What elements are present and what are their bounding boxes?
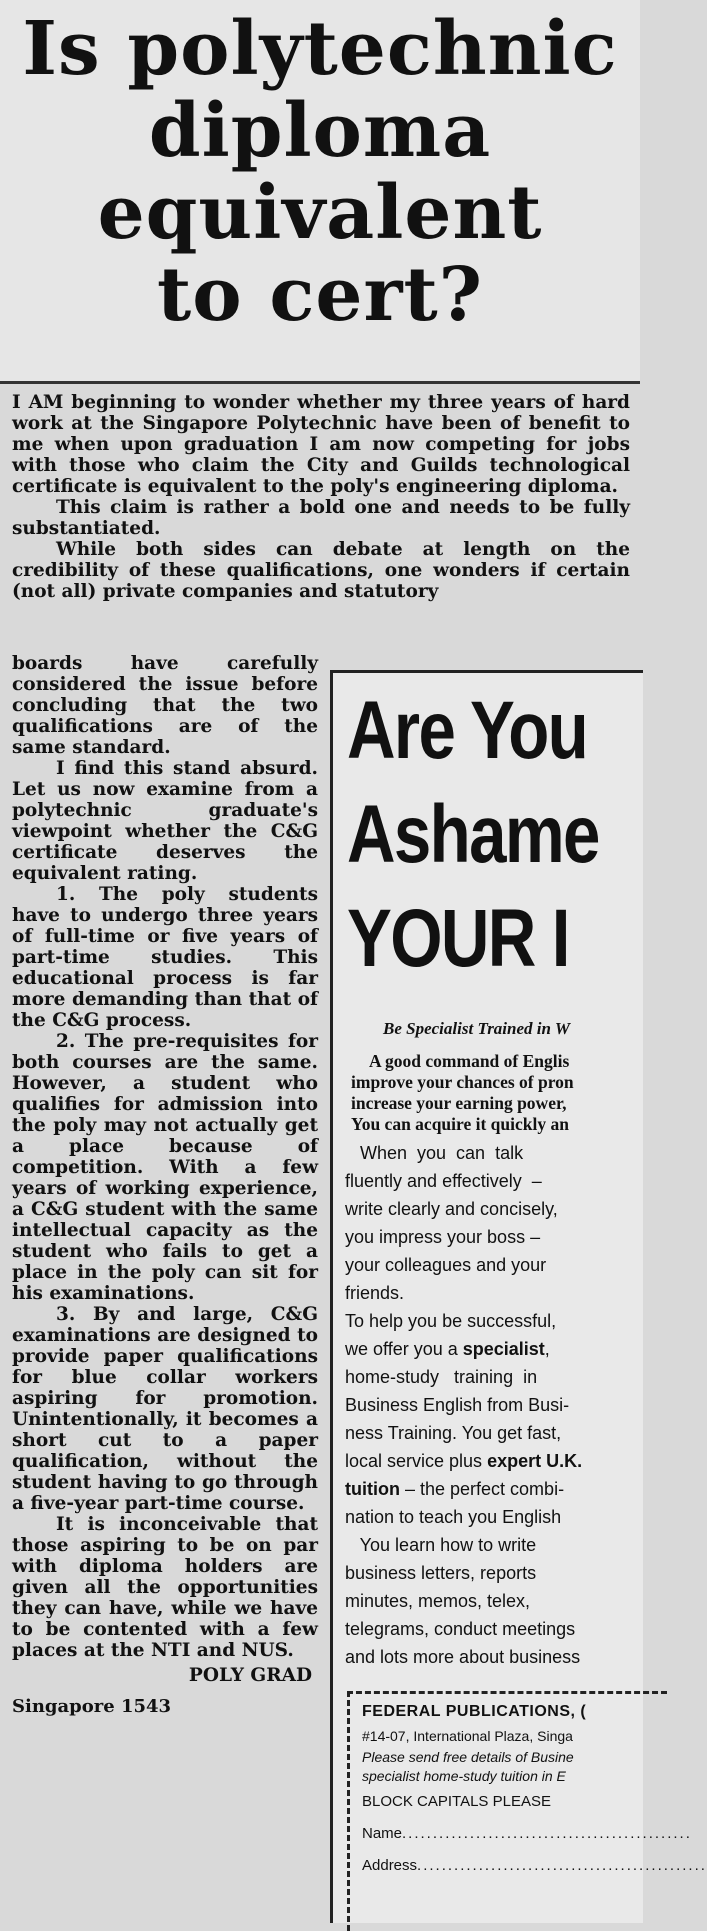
ad-body-text: friends.: [345, 1283, 405, 1303]
ad-body-line: [345, 1391, 643, 1419]
ad-body-text: home-study training in: [345, 1367, 538, 1387]
ad-body-text: To help you be successful,: [345, 1311, 557, 1331]
ad-body-text: nation to teach you English: [345, 1507, 562, 1527]
ad-body-text: ness Training. You get fast,: [345, 1423, 562, 1443]
coupon-address-field: [362, 1854, 707, 1878]
ad-body-line: [345, 1615, 643, 1643]
article-paragraph: While both sides can debate at length on the credibility of these qualifications, one wonders if certain (not all) private companies and statutory: [12, 539, 630, 602]
ad-body-emphasis: tuition: [345, 1479, 400, 1499]
article-paragraph: It is inconceivable that those aspiring to be on par with diploma holders are given all the opportunities they can have, while we have to be contented with a few places at the NTI and NUS.: [12, 1514, 318, 1661]
ad-body-line: [345, 1223, 643, 1251]
ad-lead: [351, 1051, 643, 1135]
ad-body-text: telegrams, conduct meetings: [345, 1619, 576, 1639]
coupon-name-field: [362, 1822, 692, 1846]
coupon-name-label: Name: [362, 1825, 403, 1842]
ad-body-text: business letters, reports: [345, 1563, 537, 1583]
ad-body-line: [345, 1531, 643, 1559]
coupon-address-dots: ...............................................: [417, 1857, 707, 1874]
coupon-block-capitals: BLOCK CAPITALS PLEASE: [362, 1793, 551, 1810]
ad-body-line: [345, 1279, 643, 1307]
ad-body-emphasis: expert U.K.: [487, 1451, 583, 1471]
article-paragraph: boards have carefully considered the issue before concluding that the two qualifications are of the same standard.: [12, 653, 318, 758]
article-full-width: [12, 392, 630, 602]
ad-body-text: write clearly and concisely,: [345, 1199, 558, 1219]
ad-lead-line: A good command of Englis: [369, 1051, 570, 1071]
ad-headline-line: Ashame: [347, 789, 599, 880]
coupon-address: #14-07, International Plaza, Singa: [362, 1728, 573, 1744]
ad-body-text: you impress your boss –: [345, 1227, 541, 1247]
ad-body-text: we offer you a: [345, 1339, 463, 1359]
ad-body-emphasis: specialist: [462, 1339, 545, 1359]
headline-line: equivalent: [97, 170, 543, 256]
article-column: [12, 653, 318, 1717]
ad-headline-line: Are You: [347, 685, 588, 776]
ad-body-line: [345, 1195, 643, 1223]
ad-coupon: [347, 1691, 707, 1931]
ad-body-text: and lots more about business: [345, 1647, 581, 1667]
ad-body-text: Business English from Busi-: [345, 1395, 570, 1415]
ad-body-text: – the perfect combi-: [399, 1479, 565, 1499]
headline-line: diploma: [148, 88, 492, 174]
ad-body-line: [345, 1251, 643, 1279]
coupon-address-label: Address: [362, 1857, 418, 1874]
ad-body-text: When you can talk: [345, 1143, 524, 1163]
ad-tagline: Be Specialist Trained in W: [383, 1019, 571, 1038]
ad-body-line: [345, 1643, 643, 1671]
ad-lead-line: You can acquire it quickly an: [351, 1114, 569, 1134]
article-paragraph: I AM beginning to wonder whether my three years of hard work at the Singapore Polytechnic have been of benefit to me when upon graduation I am now competing for jobs with those who claim the City and Guilds technological certificate is equivalent to the poly's engineering diploma.: [12, 392, 630, 497]
ad-body-line: [345, 1419, 643, 1447]
article-paragraph: 2. The pre-requisites for both courses are the same. However, a student who qualifies for admission into the poly may not actually get a place because of competition. With a few years of working experience, a C&G student with the same intellectual capacity as the student who fails to get a place in the poly can sit for his examinations.: [12, 1031, 318, 1304]
article-paragraph: 1. The poly students have to undergo three years of full-time or five years of part-time studies. This educational process is far more demanding than that of the C&G process.: [12, 884, 318, 1031]
ad-body-line: [345, 1363, 643, 1391]
article-paragraph: I find this stand absurd. Let us now examine from a polytechnic graduate's viewpoint whether the C&G certificate deserves the equivalent rating.: [12, 758, 318, 884]
advertisement: [330, 670, 707, 1923]
ad-body-line: [345, 1307, 643, 1335]
ad-body-text: minutes, memos, telex,: [345, 1591, 531, 1611]
ad-body-line: [345, 1139, 643, 1167]
ad-body-text: local service plus: [345, 1451, 488, 1471]
ad-body-line: [345, 1447, 643, 1475]
article-dateline: Singapore 1543: [12, 1696, 172, 1717]
article-signature: POLY GRAD: [188, 1665, 312, 1686]
ad-body-text: ,: [544, 1339, 550, 1359]
headline-line: Is polytechnic: [22, 6, 618, 92]
ad-lead-line: increase your earning power,: [351, 1093, 567, 1113]
coupon-company: FEDERAL PUBLICATIONS, (: [362, 1703, 587, 1720]
ad-body-line: [345, 1475, 643, 1503]
headline-line: to cert?: [157, 252, 483, 338]
ad-headline: [347, 679, 599, 991]
ad-headline-line: YOUR I: [347, 893, 569, 984]
ad-body-line: [345, 1587, 643, 1615]
ad-body-line: [345, 1559, 643, 1587]
ad-body-line: [345, 1503, 643, 1531]
article-paragraph: 3. By and large, C&G examinations are designed to provide paper qualifications for blue collar workers aspiring for promotion. Unintentionally, it becomes a short cut to a paper qualification, without the student having to go through a five-year part-time course.: [12, 1304, 318, 1514]
ad-body-line: [345, 1335, 643, 1363]
ad-body-line: [345, 1167, 643, 1195]
ad-body-text: your colleagues and your: [345, 1255, 547, 1275]
ad-body-text: You learn how to write: [345, 1535, 537, 1555]
coupon-request-1: Please send free details of Busine: [362, 1749, 574, 1765]
article-paragraph: This claim is rather a bold one and needs to be fully substantiated.: [12, 497, 630, 539]
ad-body-text: fluently and effectively –: [345, 1171, 542, 1191]
ad-body: [345, 1139, 643, 1671]
coupon-name-dots: ...............................................: [402, 1825, 692, 1842]
ad-lead-line: improve your chances of pron: [351, 1072, 574, 1092]
headline: [0, 0, 640, 384]
coupon-request-2: specialist home-study tuition in E: [362, 1768, 566, 1784]
